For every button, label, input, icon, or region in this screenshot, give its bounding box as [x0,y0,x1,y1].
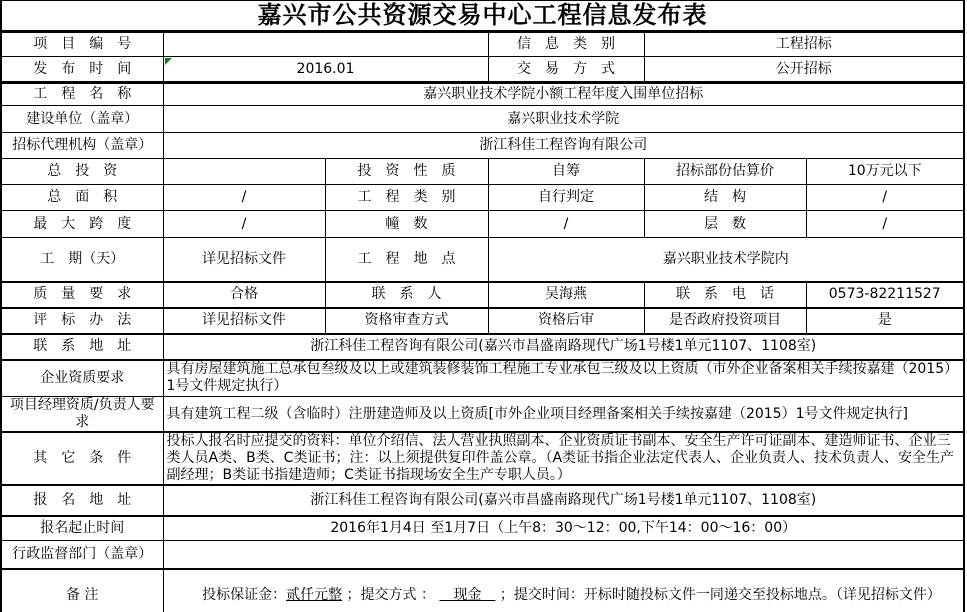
floor-count-value: / [806,211,964,238]
info-type-label: 信 息 类 别 [488,32,644,57]
qualification-review-label: 资格审查方式 [325,308,488,334]
location-value: 嘉兴职业技术学院内 [488,238,964,282]
other-cond-label: 其 它 条 件 [1,432,163,485]
qualification-review-value: 资格后审 [488,308,644,334]
project-type-value: 自行判定 [488,185,644,211]
invest-nature-label: 投 资 性 质 [325,159,488,185]
excel-error-marker-icon [165,58,172,65]
quality-value: 合格 [163,282,325,308]
quality-label: 质 量 要 求 [1,282,163,308]
other-cond-value: 投标人报名时应提交的资料：单位介绍信、法人营业执照副本、企业资质证书副本、安全生产许可证副本、建造师证书、企业三类人员A类、B类、C类证书；注：以上须提供复印件盖公章。（A类证书指企业法定代表人、企业负责人、技术负责人、安全生产副经理；B类证书指建造师；C类证书指现场安全生产专职人员。） [163,432,964,485]
enterprise-qual-label: 企业资质要求 [1,360,163,397]
publish-time-label: 发 布 时 间 [1,57,163,83]
gov-invest-value: 是 [806,308,964,334]
phone-value: 0573-82211527 [806,282,964,308]
pm-qual-label: 项目经理资质/负责人要求 [1,397,163,433]
max-span-value: / [163,211,325,238]
duration-value: 详见招标文件 [163,238,325,282]
phone-label: 联 系 电 话 [644,282,806,308]
total-invest-label: 总 投 资 [1,159,163,185]
page-title: 嘉兴市公共资源交易中心工程信息发布表 [1,1,964,32]
project-name-label: 工 程 名 称 [1,83,163,106]
project-name-value: 嘉兴职业技术学院小额工程年度入围单位招标 [163,83,964,106]
estimate-label: 招标部份估算价 [644,159,806,185]
building-count-label: 幢 数 [325,211,488,238]
signup-addr-value: 浙江科佳工程咨询有限公司(嘉兴市昌盛南路现代广场1号楼1单元1107、1108室) [163,485,964,516]
agency-label: 招标代理机构（盖章） [1,133,163,159]
remark-text: ；提交时间：开标时随投标文件一同递交至投标地点。（详见招标文件） [495,587,941,603]
project-type-label: 工 程 类 别 [325,185,488,211]
enterprise-qual-value: 具有房屋建筑施工总承包叁级及以上或建筑装修装饰工程施工专业承包三级及以上资质（市外企业备案相关手续按嘉建（2015）1号文件规定执行） [163,360,964,397]
signup-addr-label: 报 名 地 址 [1,485,163,516]
project-no-value [163,32,488,57]
trade-mode-label: 交 易 方 式 [488,57,644,83]
total-area-value: / [163,185,325,211]
remark-label: 备 注 [1,569,163,612]
pm-qual-value: 具有建筑工程二级（含临时）注册建造师及以上资质[市外企业项目经理备案相关手续按嘉建（2015）1号文件规定执行] [163,397,964,433]
agency-value: 浙江科佳工程咨询有限公司 [163,133,964,159]
invest-nature-value: 自筹 [488,159,644,185]
gov-invest-label: 是否政府投资项目 [644,308,806,334]
evaluation-label: 评 标 办 法 [1,308,163,334]
location-label: 工 程 地 点 [325,238,488,282]
builder-label: 建设单位（盖章） [1,106,163,133]
structure-label: 结 构 [644,185,806,211]
evaluation-value: 详见招标文件 [163,308,325,334]
contact-label: 联 系 人 [325,282,488,308]
info-type-value: 工程招标 [644,32,964,57]
total-invest-value [163,159,325,185]
supervisor-value [163,540,964,569]
total-area-label: 总 面 积 [1,185,163,211]
publish-time-value: 2016.01 [163,57,488,83]
remark-text: ；提交方式 ： [342,587,440,603]
duration-label: 工 期（天） [1,238,163,282]
floor-count-label: 层 数 [644,211,806,238]
estimate-value: 10万元以下 [806,159,964,185]
building-count-value: / [488,211,644,238]
remark-payment-method: 现金 [439,587,496,603]
structure-value: / [806,185,964,211]
contact-value: 吴海燕 [488,282,644,308]
contact-addr-value: 浙江科佳工程咨询有限公司(嘉兴市昌盛南路现代广场1号楼1单元1107、1108室) [163,334,964,360]
supervisor-label: 行政监督部门（盖章） [1,540,163,569]
trade-mode-value: 公开招标 [644,57,964,83]
remark-value [163,569,964,612]
remark-text: 投标保证金： [202,587,287,603]
max-span-label: 最 大 跨 度 [1,211,163,238]
project-no-label: 项 目 编 号 [1,32,163,57]
contact-addr-label: 联 系 地 址 [1,334,163,360]
builder-value: 嘉兴职业技术学院 [163,106,964,133]
signup-time-value: 2016年1月4日 至1月7日（上午8：30～12：00,下午14：00～16：00） [163,516,964,540]
remark-deposit-amount: 贰仟元整 [286,587,343,603]
signup-time-label: 报名起止时间 [1,516,163,540]
